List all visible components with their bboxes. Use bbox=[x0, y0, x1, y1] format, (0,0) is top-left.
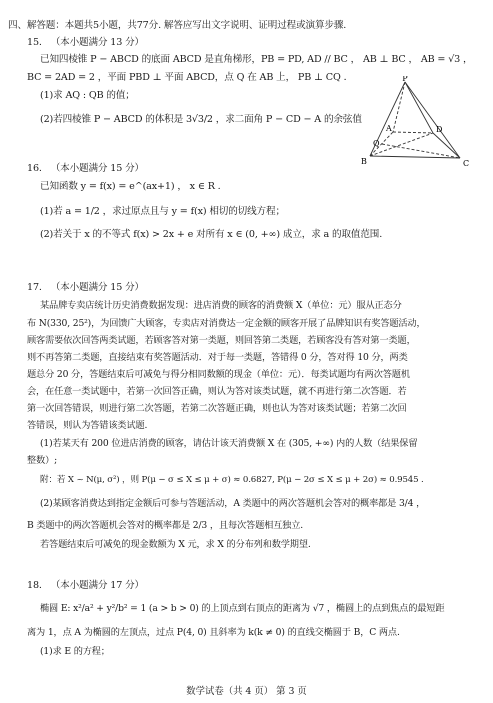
section-header: 四、解答题：本题共5小题，共77分. 解答应写出文字说明、证明过程或演算步骤. bbox=[8, 20, 347, 31]
q17-line-8: 答错误，则认为答错该类试题. bbox=[27, 420, 148, 431]
q16-line-2: (1)若 a = 1/2 ，求过原点且与 y = f(x) 相切的切线方程； bbox=[40, 206, 285, 217]
q17-line-4: 则不再答第二类题，直接结束有奖答题活动．对于每一类题，答错得 0 分，答对得 10 分，两类 bbox=[27, 352, 408, 363]
edge-QC bbox=[382, 144, 460, 158]
q17-line-2: 布 N(330, 25²)，为回馈广大顾客，专卖店对消费达一定金额的顾客开展了品牌知识有奖答题活动， bbox=[27, 318, 426, 329]
q16-line-3: (2)若关于 x 的不等式 f(x) > 2x + e 对所有 x ∈ (0, +∞) 成立，求 a 的取值范围. bbox=[40, 229, 383, 240]
q18-line-2: 离为 1，点 A 为椭圆的左顶点，过点 P(4, 0) 且斜率为 k(k ≠ 0) 的直线交椭圆于 B，C 两点. bbox=[27, 627, 400, 638]
label-C: C bbox=[463, 159, 470, 168]
q18-header bbox=[27, 580, 144, 592]
edge-AD bbox=[393, 132, 433, 133]
q17-appendix: 附：若 X ~ N(μ, σ²) ，则 P(μ − σ ≤ X ≤ μ + σ) ≈ 0.6827, P(μ − 2σ ≤ X ≤ μ + 2σ) ≈ 0.9545 . bbox=[40, 475, 424, 485]
q17-line-7: 第一次回答错误，则进行第二次答题，若第二次答题正确，则也认为答对该类试题；若第二次回 bbox=[27, 403, 407, 414]
label-B: B bbox=[361, 157, 367, 166]
q17-line-5: 题总分 20 分，答题结束后可减免与得分相同数额的现金（单位：元）．每类试题均有两次答题机 bbox=[27, 369, 410, 380]
label-Q: Q bbox=[373, 139, 380, 148]
q17-line-10: 整数）; bbox=[27, 455, 58, 466]
q15-number: 15. bbox=[27, 37, 42, 48]
q15-line-2: BC = 2AD = 2 ，平面 PBD ⊥ 平面 ABCD，点 Q 在 AB 上， PB ⊥ CQ ． bbox=[27, 72, 354, 83]
q16-number: 16. bbox=[27, 163, 42, 174]
q17-line-13: B 类题中的两次答题机会答对的概率都是 2/3 ，且每次答题相互独立. bbox=[27, 520, 304, 531]
q16-header bbox=[27, 163, 144, 175]
edge-PC bbox=[405, 82, 460, 158]
q18-number: 18. bbox=[27, 580, 42, 591]
q17-line-6: 会，在任意一类试题中，若第一次回答正确，则认为答对该类试题，就不再进行第二次答题．若 bbox=[27, 386, 407, 397]
q15-header bbox=[27, 37, 144, 49]
q18-line-1: 椭圆 E: x²/a² + y²/b² = 1 (a > b > 0) 的上顶点到右顶点的距离为 √7 ，椭圆上的点到焦点的最短距 bbox=[40, 603, 445, 614]
q18-points: （本小题满分 17 分） bbox=[50, 580, 144, 591]
q15-points: （本小题满分 13 分） bbox=[50, 37, 144, 48]
edge-BC bbox=[370, 156, 460, 158]
label-P: P bbox=[402, 76, 408, 83]
edge-PA bbox=[393, 82, 405, 132]
q17-points: （本小题满分 15 分） bbox=[50, 282, 144, 293]
q17-line-9: (1)若某天有 200 位进店消费的顾客，请估计该天消费额 X 在 (305, +∞) 内的人数（结果保留 bbox=[40, 438, 418, 449]
edge-PD bbox=[405, 82, 433, 133]
q17-number: 17. bbox=[27, 282, 42, 293]
q17-line-14: 若答题结束后可减免的现金数额为 X 元，求 X 的分布列和数学期望. bbox=[40, 539, 311, 550]
q16-line-1: 已知函数 y = f(x) = e^(ax+1) ， x ∈ R . bbox=[40, 181, 221, 192]
page-footer: 数学试卷（共 4 页） 第 3 页 bbox=[186, 686, 307, 697]
pyramid-figure bbox=[355, 76, 480, 168]
q17-line-12: (2)某顾客消费达到指定金额后可参与答题活动，A 类题中的两次答题机会答对的概率都是 3/4 ， bbox=[40, 498, 426, 509]
q15-line-1: 已知四棱锥 P − ABCD 的底面 ABCD 是直角梯形，PB = PD, AD // BC ， AB ⊥ BC ， AB = √3 ， bbox=[40, 54, 473, 65]
q17-line-3: 顾客需要依次回答两类试题，若顾客答对第一类题，则回答第二类题，若顾客没有答对第一类题， bbox=[27, 335, 416, 346]
q18-line-3: (1)求 E 的方程； bbox=[40, 646, 110, 657]
label-A: A bbox=[386, 124, 392, 133]
q15-line-3: (1)求 AQ : QB 的值； bbox=[40, 90, 135, 101]
label-D: D bbox=[436, 125, 443, 134]
q16-points: （本小题满分 15 分） bbox=[50, 163, 144, 174]
q15-line-4: (2)若四棱锥 P − ABCD 的体积是 3√3/2 ，求二面角 P − CD − A 的余弦值 bbox=[40, 114, 362, 125]
q17-line-1: 某品牌专卖店统计历史消费数据发现：进店消费的顾客的消费额 X（单位：元）服从正态分 bbox=[40, 300, 402, 311]
q17-header bbox=[27, 282, 144, 294]
